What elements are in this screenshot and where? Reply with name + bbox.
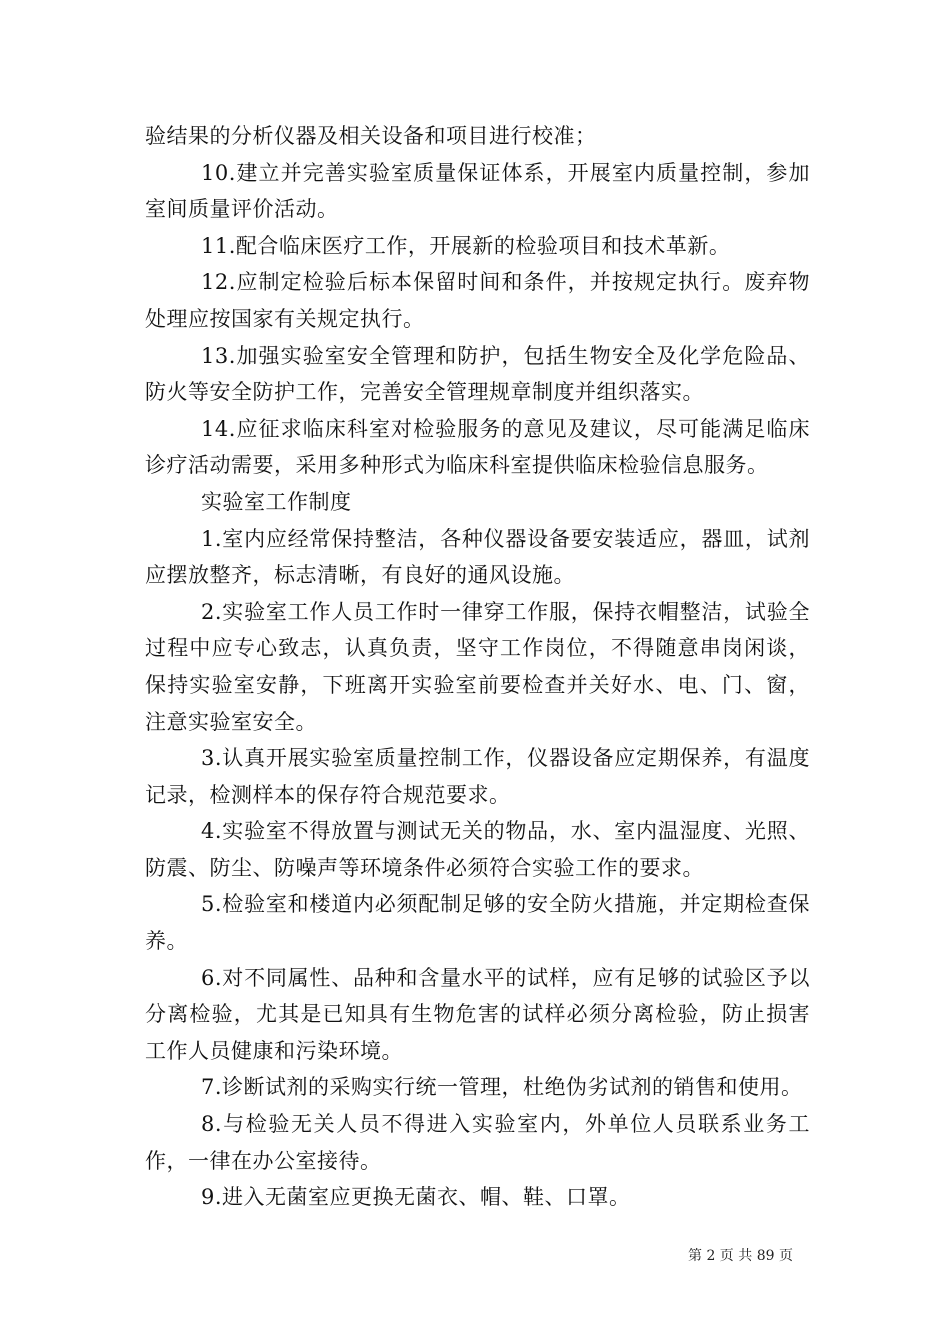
paragraph: 4.实验室不得放置与测试无关的物品，水、室内温湿度、光照、防震、防尘、防噪声等环境条件必须符合实验工作的要求。 [145, 819, 810, 880]
paragraph: 6.对不同属性、品种和含量水平的试样，应有足够的试验区予以分离检验，尤其是已知具有生物危害的试样必须分离检验，防止损害工作人员健康和污染环境。 [145, 965, 810, 1063]
paragraph: 3.认真开展实验室质量控制工作，仪器设备应定期保养，有温度记录，检测样本的保存符合规范要求。 [145, 746, 810, 807]
page-number: 第 2 页 共 89 页 [688, 1248, 793, 1264]
paragraph: 9.进入无菌室应更换无菌衣、帽、鞋、口罩。 [201, 1185, 631, 1210]
paragraph: 5.检验室和楼道内必须配制足够的安全防火措施，并定期检查保养。 [145, 892, 810, 954]
paragraph: 14.应征求临床科室对检验服务的意见及建议，尽可能满足临床诊疗活动需要，采用多种形式为临床科室提供临床检验信息服务。 [145, 416, 810, 478]
paragraph: 8.与检验无关人员不得进入实验室内，外单位人员联系业务工作，一律在办公室接待。 [145, 1112, 810, 1173]
paragraph: 验结果的分析仪器及相关设备和项目进行校准； [145, 124, 597, 148]
document-body [145, 118, 810, 1216]
paragraph: 11.配合临床医疗工作，开展新的检验项目和技术革新。 [201, 233, 731, 258]
paragraph: 10.建立并完善实验室质量保证体系，开展室内质量控制，参加室间质量评价活动。 [145, 160, 810, 222]
paragraph: 12.应制定检验后标本保留时间和条件，并按规定执行。废弃物处理应按国家有关规定执行。 [145, 270, 810, 331]
paragraph: 13.加强实验室安全管理和防护，包括生物安全及化学危险品、防火等安全防护工作，完善安全管理规章制度并组织落实。 [145, 343, 810, 405]
paragraph: 2.实验室工作人员工作时一律穿工作服，保持衣帽整洁，试验全过程中应专心致志，认真负责，坚守工作岗位，不得随意串岗闲谈，保持实验室安静，下班离开实验室前要检查并关好水、电、门、窗，注意实验室安全。 [145, 599, 810, 734]
paragraph: 1.室内应经常保持整洁，各种仪器设备要安装适应，器皿，试剂应摆放整齐，标志清晰，有良好的通风设施。 [145, 526, 810, 588]
section-heading: 实验室工作制度 [201, 489, 352, 514]
paragraph: 7.诊断试剂的采购实行统一管理，杜绝伪劣试剂的销售和使用。 [201, 1075, 803, 1100]
